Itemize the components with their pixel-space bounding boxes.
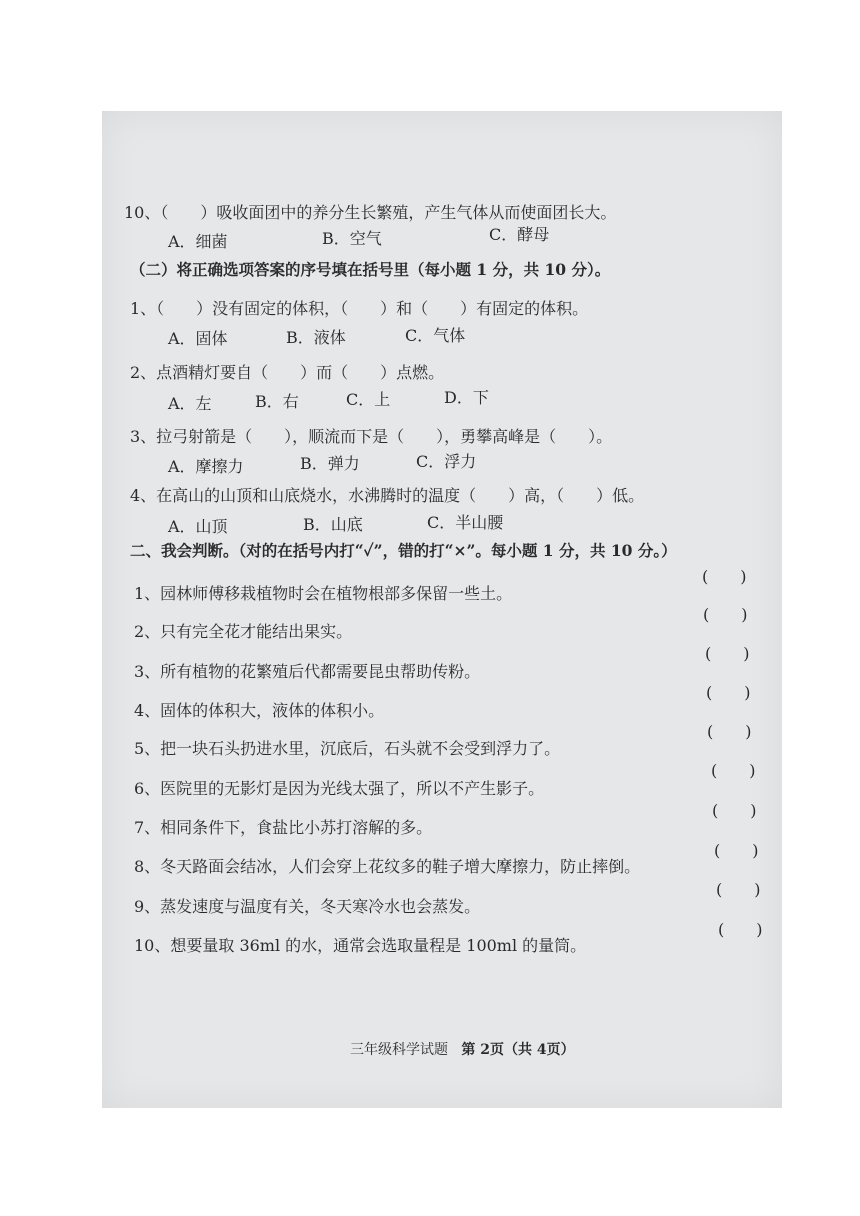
judge-item-6: 6、医院里的无影灯是因为光线太强了，所以不产生影子。 <box>134 779 545 798</box>
option-a: A．山顶 <box>168 517 228 536</box>
section-judge-header: 二、我会判断。（对的在括号内打“✓”，错的打“×”。每小题 1 分，共 10 分。） <box>130 541 677 560</box>
option-a: A．细菌 <box>168 232 228 251</box>
option-b: B．弹力 <box>300 454 360 473</box>
answer-paren: ( ) <box>718 920 763 939</box>
answer-paren: ( ) <box>707 722 752 741</box>
answer-paren: ( ) <box>702 567 747 586</box>
option-c: C．半山腰 <box>427 513 504 532</box>
fill-question-1: 1、（ ）没有固定的体积，（ ）和（ ）有固定的体积。 <box>130 299 589 318</box>
judge-item-3: 3、所有植物的花繁殖后代都需要昆虫帮助传粉。 <box>134 662 481 681</box>
option-a: A．固体 <box>168 329 228 348</box>
judge-item-4: 4、固体的体积大，液体的体积小。 <box>134 701 385 720</box>
answer-paren: ( ) <box>716 880 761 899</box>
footer-page-number: 第 2页（共 4页） <box>461 1042 575 1058</box>
option-c: C．气体 <box>405 326 466 345</box>
judge-item-1: 1、园林师傅移栽植物时会在植物根部多保留一些土。 <box>134 584 513 603</box>
fill-question-4: 4、在高山的山顶和山底烧水，水沸腾时的温度（ ）高，（ ）低。 <box>130 486 645 505</box>
judge-item-9: 9、蒸发速度与温度有关，冬天寒冷水也会蒸发。 <box>134 897 481 916</box>
fill-question-2: 2、点酒精灯要自（ ）而（ ）点燃。 <box>130 363 445 382</box>
option-c: C．酵母 <box>489 225 550 244</box>
page-footer <box>350 1041 575 1059</box>
answer-paren: ( ) <box>712 801 757 820</box>
option-b: B．右 <box>255 392 299 411</box>
judge-item-8: 8、冬天路面会结冰，人们会穿上花纹多的鞋子增大摩擦力，防止摔倒。 <box>134 857 641 876</box>
option-a: A．左 <box>168 394 212 413</box>
judge-item-10: 10、想要量取 36ml 的水，通常会选取量程是 100ml 的量筒。 <box>134 936 587 955</box>
answer-paren: ( ) <box>711 761 756 780</box>
section-fill-header: （二）将正确选项答案的序号填在括号里（每小题 1 分，共 10 分）。 <box>130 260 611 279</box>
answer-paren: ( ) <box>705 644 750 663</box>
fill-question-3: 3、拉弓射箭是（ ），顺流而下是（ ），勇攀高峰是（ ）。 <box>130 427 613 446</box>
option-b: B．空气 <box>322 229 382 248</box>
judge-item-2: 2、只有完全花才能结出果实。 <box>134 622 353 641</box>
exam-page <box>102 111 782 1108</box>
option-c: C．上 <box>346 390 391 409</box>
option-c: C．浮力 <box>416 452 477 471</box>
judge-item-7: 7、相同条件下，食盐比小苏打溶解的多。 <box>134 818 433 837</box>
option-a: A．摩擦力 <box>168 457 244 476</box>
judge-item-5: 5、把一块石头扔进水里，沉底后，石头就不会受到浮力了。 <box>134 739 561 758</box>
answer-paren: ( ) <box>706 683 751 702</box>
option-b: B．液体 <box>286 328 346 347</box>
answer-paren: ( ) <box>703 605 748 624</box>
answer-paren: ( ) <box>714 841 759 860</box>
option-b: B．山底 <box>303 515 363 534</box>
footer-title: 三年级科学试题 <box>350 1042 448 1058</box>
question-10-text: 10、（ ）吸收面团中的养分生长繁殖，产生气体从而使面团长大。 <box>124 203 617 222</box>
option-d: D．下 <box>444 388 489 407</box>
